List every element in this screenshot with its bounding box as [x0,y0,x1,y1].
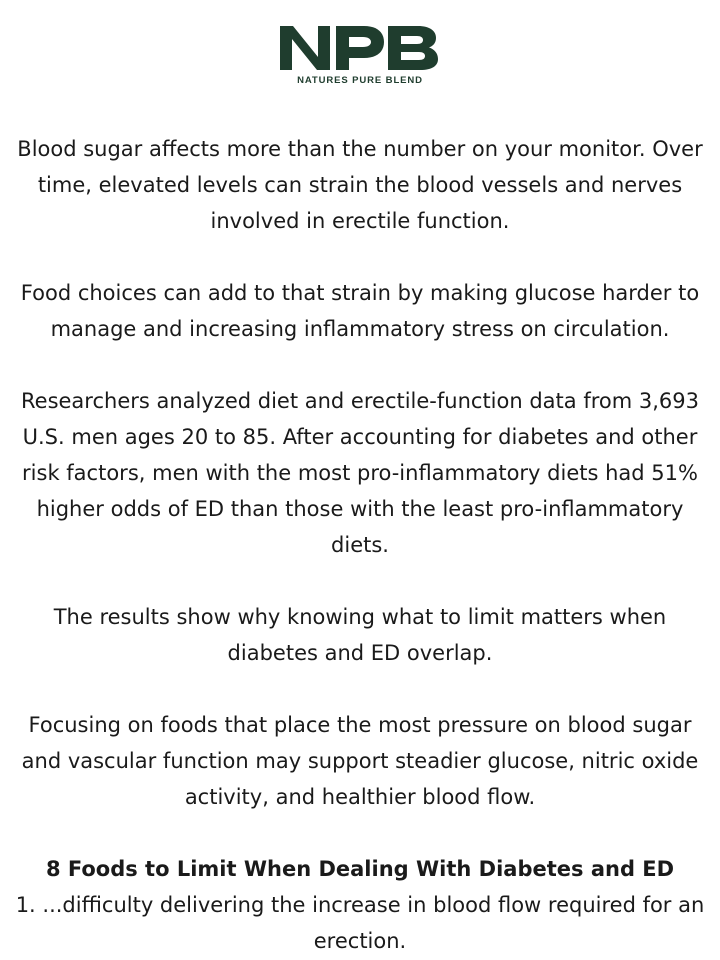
logo-subtitle: NATURES PURE BLEND [297,75,423,86]
article-paragraph: Food choices can add to that strain by making glucose harder to manage and increasing inflammatory stress on circulation. [20,281,700,341]
section-heading: 8 Foods to Limit When Dealing With Diabetes and ED [45,857,675,881]
article-paragraph: Blood sugar affects more than the number on your monitor. Over time, elevated levels can strain the blood vessels and nerves involved in erectile function. [17,137,703,233]
article-paragraph: The results show why knowing what to limit matters when diabetes and ED overlap. [53,605,667,665]
article-paragraph: Researchers analyzed diet and erectile-function data from 3,693 U.S. men ages 20 to 85. After accounting for diabetes and other risk factors, men with the most pro-inflammatory diets had 51% higher odds of ED than those with the least pro-inflammatory diets. [21,389,699,557]
article-body [12,131,708,959]
brand-header [0,24,720,86]
article-paragraph: Focusing on foods that place the most pressure on blood sugar and vascular function may support steadier glucose, nitric oxide activity, and healthier blood flow. [21,713,699,809]
npb-logo [280,24,440,72]
list-item: 1. ...difficulty delivering the increase in blood flow required for an erection. [15,893,705,953]
